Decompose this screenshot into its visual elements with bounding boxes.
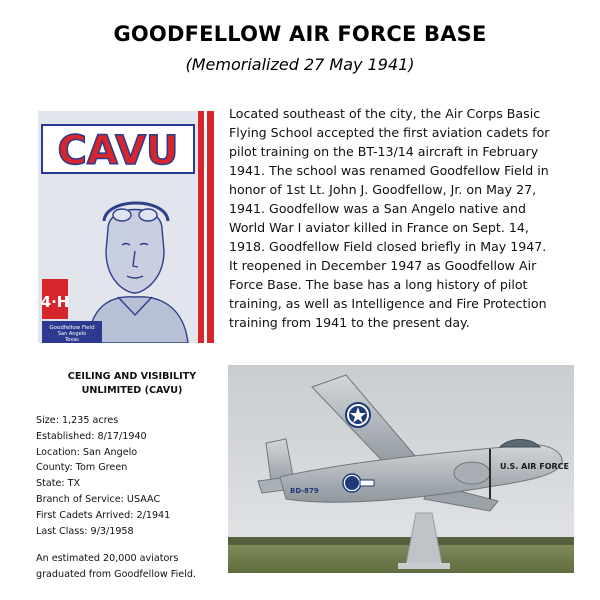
history-line: World War I aviator killed in France on Sept. 14, bbox=[229, 220, 529, 235]
cover-illustration bbox=[38, 111, 214, 343]
aircraft-photo-illustration bbox=[228, 365, 574, 573]
cover-caption-line: San Angelo bbox=[57, 331, 87, 337]
history-line: honor of 1st Lt. John J. Goodfellow, Jr. on May 27, bbox=[229, 182, 537, 197]
history-paragraph bbox=[229, 104, 589, 332]
history-line: Located southeast of the city, the Air Corps Basic bbox=[229, 106, 541, 121]
page-subtitle: (Memorialized 27 May 1941) bbox=[185, 55, 415, 74]
base-facts-list bbox=[36, 413, 226, 539]
cover-badge: 4·H bbox=[40, 293, 70, 311]
fact-item: State: TX bbox=[36, 478, 81, 490]
fact-item: Established: 8/17/1940 bbox=[36, 430, 147, 442]
cover-caption-line: Goodfellow Field bbox=[49, 325, 95, 331]
fact-item: Size: 1,235 acres bbox=[36, 415, 119, 426]
footnote-line: graduated from Goodfellow Field. bbox=[36, 568, 196, 580]
page-title: GOODFELLOW AIR FORCE BASE bbox=[113, 22, 487, 46]
cover-caption-line: Texas bbox=[65, 337, 79, 343]
cavu-magazine-cover bbox=[38, 111, 214, 343]
b25-display-photo bbox=[228, 365, 574, 573]
history-line: 1941. The school was renamed Goodfellow Field in bbox=[229, 163, 549, 178]
fuselage-lettering: U.S. AIR FORCE bbox=[500, 462, 569, 471]
history-line: training from 1941 to the present day. bbox=[229, 315, 470, 330]
tail-number: BD-879 bbox=[290, 487, 319, 495]
history-line: 1918. Goodfellow Field closed briefly in May 1947. bbox=[229, 239, 547, 254]
fact-item: Branch of Service: USAAC bbox=[36, 493, 161, 505]
fact-item: First Cadets Arrived: 2/1941 bbox=[36, 509, 171, 521]
fact-item: County: Tom Green bbox=[36, 462, 128, 474]
fact-item: Last Class: 9/3/1958 bbox=[36, 525, 134, 537]
graduates-footnote bbox=[36, 551, 226, 583]
cavu-heading-line: CEILING AND VISIBILITY bbox=[67, 371, 197, 382]
history-line: Force Base. The base has a long history of pilot bbox=[229, 277, 528, 292]
cavu-heading bbox=[62, 370, 202, 398]
history-line: It reopened in December 1947 as Goodfellow Air bbox=[229, 258, 537, 273]
footnote-line: An estimated 20,000 aviators bbox=[36, 553, 179, 564]
history-line: Flying School accepted the first aviation cadets for bbox=[229, 125, 550, 140]
cavu-heading-line: UNLIMITED (CAVU) bbox=[81, 385, 183, 396]
history-line: pilot training on the BT-13/14 aircraft in February bbox=[229, 144, 539, 159]
history-line: training, as well as Intelligence and Fire Protection bbox=[229, 296, 547, 311]
fact-item: Location: San Angelo bbox=[36, 446, 138, 458]
history-line: 1941. Goodfellow was a San Angelo native and bbox=[229, 201, 526, 216]
cover-masthead: CAVU bbox=[57, 128, 179, 174]
